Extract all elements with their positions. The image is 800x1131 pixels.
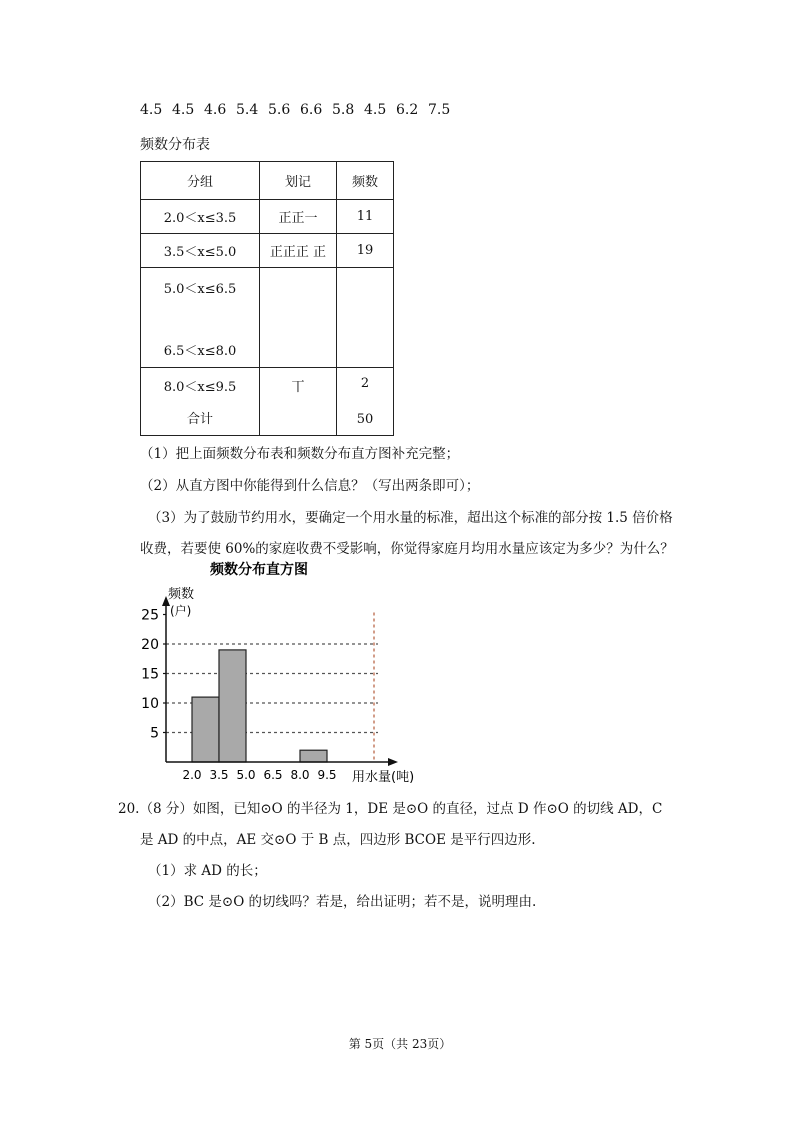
cell-group-split — [141, 368, 260, 436]
data-value: 4.6 — [204, 102, 227, 118]
cell-freq: 2 — [360, 376, 370, 391]
table-title: 频数分布表 — [140, 137, 210, 153]
cell-freq: 19 — [337, 234, 394, 268]
x-tick-label: 2.0 — [182, 768, 202, 782]
header-group: 分组 — [141, 162, 260, 200]
cell-tally: 正正正 正 — [260, 234, 337, 268]
header-freq: 频数 — [337, 162, 394, 200]
table-row — [141, 234, 394, 268]
table-row — [141, 268, 394, 368]
data-value: 5.8 — [332, 102, 355, 118]
histogram-bar — [300, 750, 327, 762]
data-value: 5.6 — [268, 102, 291, 118]
data-value: 4.5 — [140, 102, 163, 118]
data-value: 6.6 — [300, 102, 323, 118]
frequency-table — [140, 161, 394, 436]
x-tick-label: 8.0 — [290, 768, 310, 782]
cell-freq — [337, 268, 394, 368]
cell-group: 2.0＜x≤3.5 — [141, 200, 260, 234]
x-tick-label: 6.5 — [263, 768, 283, 782]
table-header-row — [141, 162, 394, 200]
y-tick-label: 10 — [141, 696, 159, 712]
x-tick-label: 3.5 — [209, 768, 229, 782]
y-axis-unit: (户) — [170, 604, 192, 618]
cell-total-label: 合计 — [186, 412, 213, 427]
question-2: （2）从直方图中你能得到什么信息？（写出两条即可）； — [140, 478, 480, 494]
header-tally: 划记 — [260, 162, 337, 200]
data-value: 4.5 — [172, 102, 195, 118]
problem-20-question-1: （1）求 AD 的长； — [148, 863, 267, 879]
problem-20-line-2: 是 AD 的中点，AE 交⊙O 于 B 点，四边形 BCOE 是平行四边形. — [140, 832, 536, 848]
problem-20-line-1: 20.（8 分）如图，已知⊙O 的半径为 1，DE 是⊙O 的直径，过点 D 作⊙O 的切线 AD，C — [118, 801, 663, 817]
cell-group: 3.5＜x≤5.0 — [141, 234, 260, 268]
x-tick-label: 9.5 — [317, 768, 337, 782]
x-axis-label: 用水量(吨) — [352, 770, 415, 785]
data-value: 6.2 — [396, 102, 419, 118]
question-1: （1）把上面频数分布表和频数分布直方图补充完整； — [140, 446, 460, 462]
histogram-bar — [219, 650, 246, 762]
page-footer: 第 5页（共 23页） — [348, 1037, 452, 1051]
cell-group: 5.0＜x≤6.5 — [163, 282, 237, 297]
y-axis-label: 频数 — [168, 587, 195, 602]
cell-tally: 正正一 — [260, 200, 337, 234]
y-tick-label: 5 — [150, 725, 159, 742]
data-value: 7.5 — [428, 102, 451, 118]
problem-20-question-2: （2）BC 是⊙O 的切线吗？若是，给出证明；若不是，说明理由. — [148, 894, 537, 910]
question-3-line-1: （3）为了鼓励节约用水，要确定一个用水量的标准，超出这个标准的部分按 1.5 倍价格 — [148, 510, 673, 526]
cell-total: 50 — [356, 412, 374, 427]
question-3-line-2: 收费，若要使 60%的家庭收费不受影响，你觉得家庭月均用水量应该定为多少？为什么？ — [140, 541, 674, 557]
cell-tally: 丅 — [291, 380, 305, 395]
cell-group: 8.0＜x≤9.5 — [163, 380, 237, 395]
data-values-row — [140, 102, 460, 118]
cell-freq-split — [337, 368, 394, 436]
y-tick-label: 15 — [141, 666, 159, 683]
data-value: 4.5 — [364, 102, 387, 118]
data-value: 5.4 — [236, 102, 259, 118]
cell-group: 6.5＜x≤8.0 — [163, 344, 237, 359]
table-row — [141, 368, 394, 436]
histogram-bar — [192, 697, 219, 762]
cell-tally — [260, 268, 337, 368]
x-axis-arrow — [388, 758, 398, 766]
cell-freq: 11 — [337, 200, 394, 234]
y-tick-label: 20 — [141, 637, 159, 653]
x-tick-label: 5.0 — [236, 768, 256, 782]
y-tick-label: 25 — [141, 607, 159, 624]
table-row — [141, 200, 394, 234]
histogram-chart — [130, 556, 430, 786]
cell-tally-split — [260, 368, 337, 436]
chart-title: 频数分布直方图 — [210, 562, 308, 578]
cell-group-split — [141, 268, 260, 368]
